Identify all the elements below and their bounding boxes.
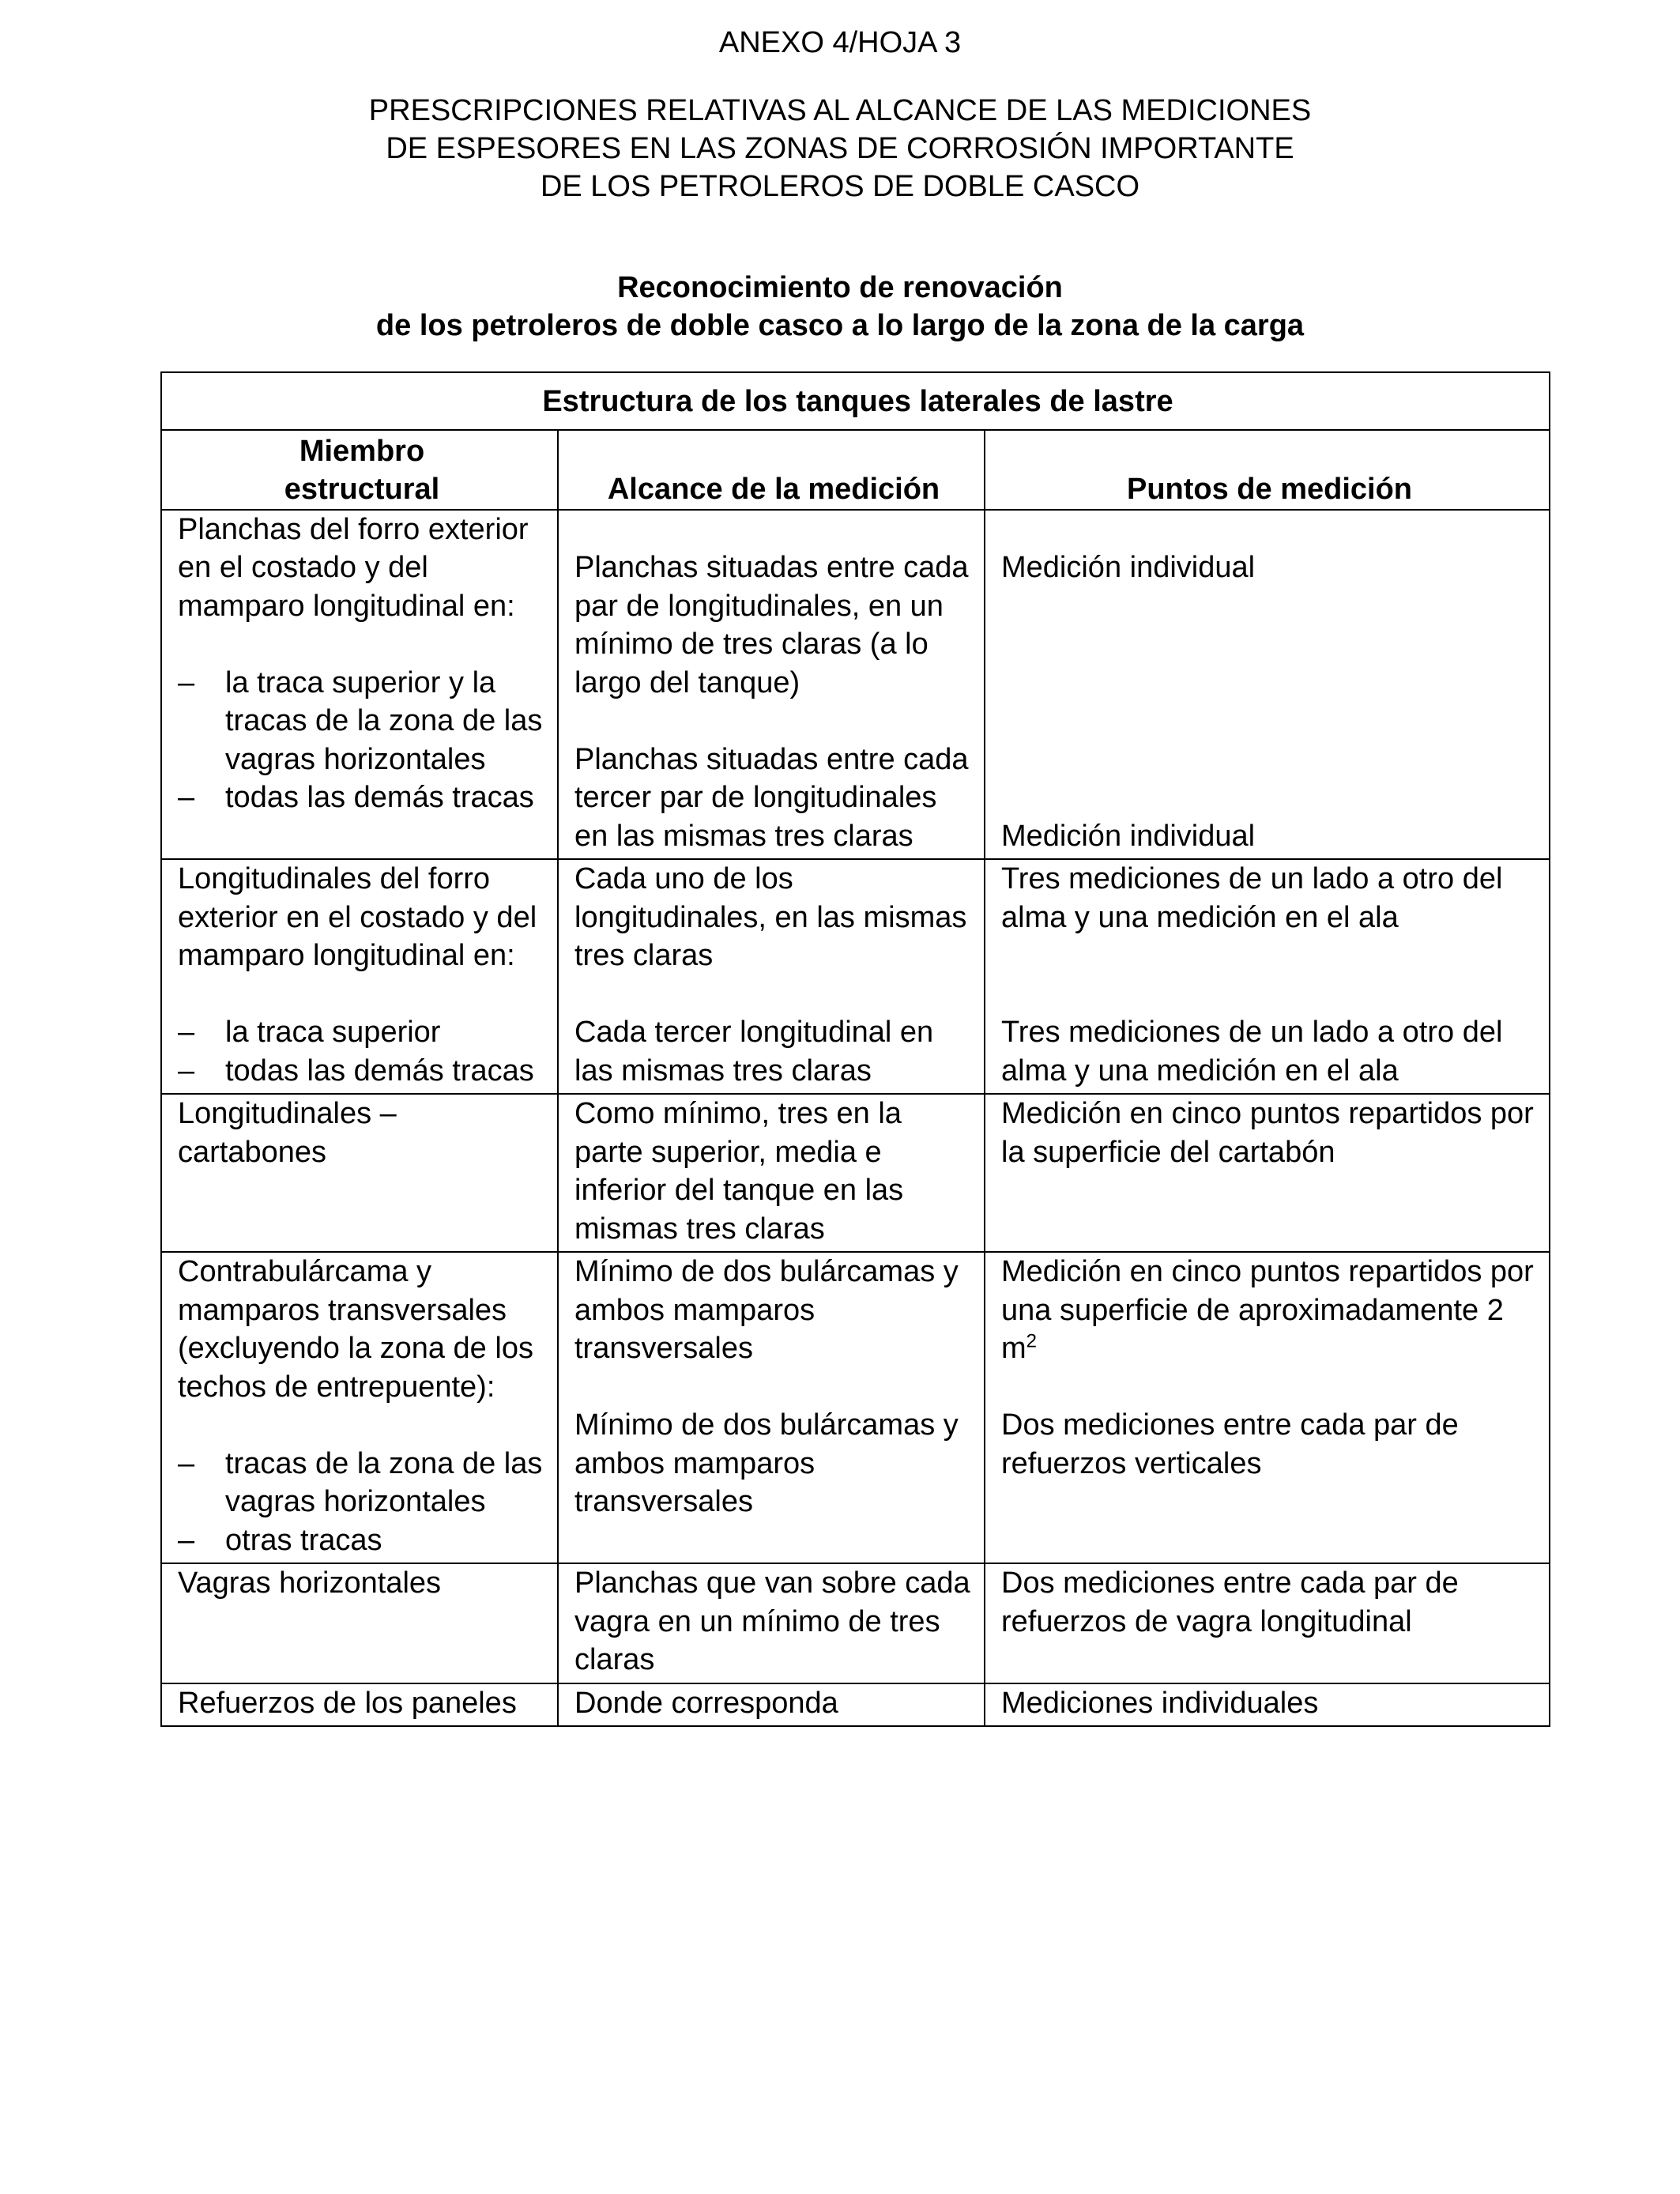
member-list-item — [178, 1013, 546, 1052]
member-cell — [161, 859, 558, 1094]
member-text: Refuerzos de los paneles — [178, 1686, 517, 1720]
extent-text: Planchas que van sobre cada vagra en un mínimo de tres claras — [574, 1566, 970, 1676]
extent-cell — [558, 859, 985, 1094]
member-list-text: otras tracas — [225, 1523, 382, 1557]
extent-text: Mínimo de dos bulárcamas y ambos mamparos transversales — [574, 1255, 959, 1365]
points-text: Medición individual — [1001, 819, 1256, 853]
member-text: Planchas del forro exterior en el costado y del mamparo longitudinal en: — [178, 512, 529, 623]
document-title-line-2: DE ESPESORES EN LAS ZONAS DE CORROSIÓN IMPORTANTE — [386, 132, 1294, 165]
table-row — [161, 859, 1550, 1094]
points-cell — [985, 510, 1550, 860]
member-text: Longitudinales – cartabones — [178, 1097, 397, 1169]
dash-marker: – — [178, 1523, 195, 1557]
table-row — [161, 1563, 1550, 1683]
document-subtitle-line-1: Reconocimiento de renovación — [617, 271, 1063, 304]
member-list-text: todas las demás tracas — [225, 1054, 534, 1088]
extent-text: Planchas situadas entre cada par de longitudinales, en un mínimo de tres claras (a lo largo del tanque) — [574, 551, 969, 699]
member-list-text: tracas de la zona de las vagras horizontales — [225, 1446, 543, 1518]
member-list-item — [178, 1052, 546, 1091]
member-text: Contrabulárcama y mamparos transversales (excluyendo la zona de los techos de entrepuente): — [178, 1255, 533, 1404]
dash-marker: – — [178, 665, 195, 699]
column-header-points: Puntos de medición — [985, 430, 1550, 510]
points-cell — [985, 1563, 1550, 1683]
dash-marker: – — [178, 781, 195, 814]
extent-text: Donde corresponda — [574, 1686, 838, 1720]
member-list-text: todas las demás tracas — [225, 781, 534, 814]
extent-cell — [558, 1683, 985, 1727]
column-header-row — [161, 430, 1550, 510]
points-cell — [985, 1252, 1550, 1563]
points-text: Medición individual — [1001, 551, 1256, 584]
member-cell — [161, 1094, 558, 1252]
dash-marker: – — [178, 1446, 195, 1480]
extent-text: Cada uno de los longitudinales, en las mismas tres claras — [574, 862, 967, 972]
document-subtitle — [0, 269, 1680, 345]
extent-text: Mínimo de dos bulárcamas y ambos mamparos transversales — [574, 1408, 959, 1518]
extent-text: Cada tercer longitudinal en las mismas tres claras — [574, 1016, 934, 1088]
points-cell — [985, 1094, 1550, 1252]
document-title — [0, 92, 1680, 205]
table-row — [161, 1683, 1550, 1727]
member-text: Longitudinales del forro exterior en el costado y del mamparo longitudinal en: — [178, 862, 537, 972]
points-text: Dos mediciones entre cada par de refuerzos verticales — [1001, 1408, 1459, 1480]
points-text: Tres mediciones de un lado a otro del alma y una medición en el ala — [1001, 1016, 1503, 1088]
dash-marker: – — [178, 1016, 195, 1049]
extent-cell — [558, 1563, 985, 1683]
points-text: Medición en cinco puntos repartidos por una superficie de aproximadamente 2 m — [1001, 1255, 1534, 1365]
table-row — [161, 510, 1550, 860]
document-subtitle-line-2: de los petroleros de doble casco a lo largo de la zona de la carga — [375, 309, 1305, 342]
points-text: Tres mediciones de un lado a otro del alma y una medición en el ala — [1001, 862, 1503, 934]
extent-text: Como mínimo, tres en la parte superior, media e inferior del tanque en las mismas tres claras — [574, 1097, 904, 1246]
structure-title: Estructura de los tanques laterales de lastre — [161, 372, 1550, 430]
member-cell — [161, 1563, 558, 1683]
member-list-text: la traca superior — [225, 1016, 441, 1049]
points-text: Medición en cinco puntos repartidos por la superficie del cartabón — [1001, 1097, 1534, 1169]
dash-marker: – — [178, 1054, 195, 1088]
annex-sheet-label: ANEXO 4/HOJA 3 — [718, 26, 962, 59]
document-title-line-3: DE LOS PETROLEROS DE DOBLE CASCO — [540, 170, 1140, 203]
extent-cell — [558, 1094, 985, 1252]
unit-superscript: 2 — [1026, 1330, 1038, 1352]
table-row — [161, 1094, 1550, 1252]
member-list-text: la traca superior y la tracas de la zona de las vagras horizontales — [225, 665, 543, 776]
member-list-item — [178, 664, 546, 779]
points-text: Dos mediciones entre cada par de refuerzos de vagra longitudinal — [1001, 1566, 1459, 1638]
extent-cell — [558, 1252, 985, 1563]
document-title-line-1: PRESCRIPCIONES RELATIVAS AL ALCANCE DE LAS MEDICIONES — [368, 94, 1312, 127]
column-header-member — [161, 430, 558, 510]
member-cell — [161, 1683, 558, 1727]
member-cell — [161, 510, 558, 860]
member-cell — [161, 1252, 558, 1563]
member-list-item — [178, 778, 546, 817]
column-header-member-line-2: estructural — [284, 473, 440, 506]
extent-cell — [558, 510, 985, 860]
table-row — [161, 1252, 1550, 1563]
member-list-item — [178, 1445, 546, 1521]
member-list-item — [178, 1521, 546, 1560]
structure-title-row — [161, 372, 1550, 430]
column-header-member-line-1: Miembro — [299, 434, 425, 468]
member-text: Vagras horizontales — [178, 1566, 442, 1600]
extent-text: Planchas situadas entre cada tercer par de longitudinales en las mismas tres claras — [574, 742, 969, 853]
points-text: Mediciones individuales — [1001, 1686, 1319, 1720]
points-cell — [985, 859, 1550, 1094]
points-text-with-unit — [1001, 1253, 1538, 1368]
points-cell — [985, 1683, 1550, 1727]
column-header-extent: Alcance de la medición — [558, 430, 985, 510]
measurement-table — [160, 371, 1550, 1727]
